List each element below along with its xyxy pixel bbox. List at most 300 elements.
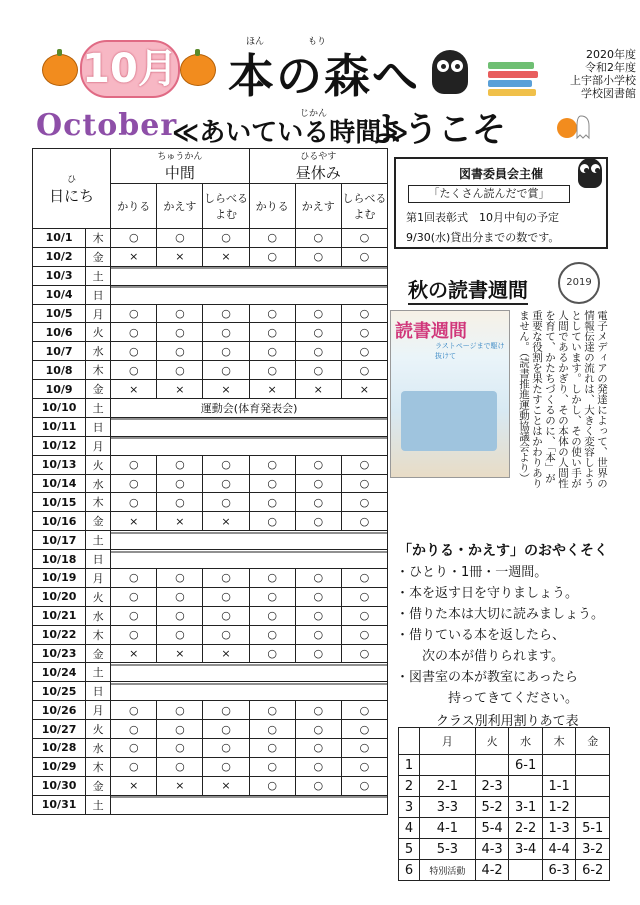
class-table-body bbox=[399, 755, 610, 881]
poster-illustration bbox=[401, 391, 497, 451]
schedule-row bbox=[33, 399, 388, 418]
poster-title: 読書週間 bbox=[395, 321, 467, 342]
schedule-row bbox=[33, 247, 388, 266]
availability-cell: × bbox=[203, 776, 249, 795]
availability-cell: ○ bbox=[111, 229, 157, 248]
schedule-row bbox=[33, 550, 388, 569]
class-header-mon: 月 bbox=[420, 728, 476, 755]
availability-cell: ○ bbox=[157, 701, 203, 720]
schedule-body bbox=[33, 229, 388, 815]
class-cell bbox=[475, 755, 509, 776]
ghost-icon bbox=[555, 110, 595, 140]
availability-cell: ○ bbox=[157, 455, 203, 474]
class-cell: 5-4 bbox=[475, 818, 509, 839]
closed-cell bbox=[111, 266, 388, 285]
school-year-japanese: 令和2年度 bbox=[585, 61, 636, 74]
availability-cell: ○ bbox=[341, 323, 387, 342]
schedule-row bbox=[33, 720, 388, 739]
availability-cell: ○ bbox=[295, 342, 341, 361]
availability-cell: ○ bbox=[295, 587, 341, 606]
availability-cell: ○ bbox=[295, 323, 341, 342]
row-date: 10/19 bbox=[33, 569, 86, 588]
row-date: 10/21 bbox=[33, 606, 86, 625]
availability-cell: ○ bbox=[249, 739, 295, 758]
page-title: 本の森へ bbox=[228, 49, 420, 103]
class-cell: 4-2 bbox=[475, 860, 509, 881]
schedule-row bbox=[33, 304, 388, 323]
row-date: 10/1 bbox=[33, 229, 86, 248]
reading-week-emblem: 2019 bbox=[558, 262, 600, 304]
row-weekday: 水 bbox=[86, 474, 111, 493]
class-row bbox=[399, 839, 610, 860]
availability-cell: ○ bbox=[111, 304, 157, 323]
availability-cell: ○ bbox=[295, 757, 341, 776]
col-borrow: かりる bbox=[249, 184, 295, 229]
class-cell: 3-3 bbox=[420, 797, 476, 818]
row-date: 10/28 bbox=[33, 739, 86, 758]
availability-cell: ○ bbox=[341, 361, 387, 380]
row-date: 10/14 bbox=[33, 474, 86, 493]
group-chukan bbox=[111, 149, 249, 184]
class-cell: 3 bbox=[399, 797, 420, 818]
availability-cell: ○ bbox=[295, 361, 341, 380]
row-date: 10/16 bbox=[33, 512, 86, 531]
count-note: 9/30(水)貸出分までの数です。 bbox=[406, 231, 560, 244]
availability-cell: ○ bbox=[157, 229, 203, 248]
schedule-row bbox=[33, 474, 388, 493]
row-weekday: 火 bbox=[86, 720, 111, 739]
row-date: 10/6 bbox=[33, 323, 86, 342]
row-date: 10/24 bbox=[33, 663, 86, 682]
owl-icon bbox=[432, 50, 468, 94]
schedule-row bbox=[33, 229, 388, 248]
class-header-tue: 火 bbox=[475, 728, 509, 755]
availability-cell: ○ bbox=[249, 229, 295, 248]
closed-cell bbox=[111, 417, 388, 436]
availability-cell: ○ bbox=[203, 455, 249, 474]
availability-cell: ○ bbox=[111, 323, 157, 342]
committee-box bbox=[394, 157, 608, 249]
row-date: 10/23 bbox=[33, 644, 86, 663]
ceremony-schedule: 第1回表彰式 10月中旬の予定 bbox=[406, 211, 559, 224]
row-weekday: 日 bbox=[86, 417, 111, 436]
group-hiruyasumi bbox=[249, 149, 387, 184]
availability-cell: ○ bbox=[203, 757, 249, 776]
class-cell bbox=[576, 755, 610, 776]
availability-cell: × bbox=[203, 380, 249, 399]
books-icon bbox=[488, 62, 540, 98]
availability-cell: ○ bbox=[341, 512, 387, 531]
class-header-wed: 水 bbox=[509, 728, 543, 755]
class-cell: 2-1 bbox=[420, 776, 476, 797]
group-hiruyasumi-ruby: ひるやす bbox=[300, 152, 337, 162]
library-name: 学校図書館 bbox=[581, 87, 636, 100]
schedule-row bbox=[33, 493, 388, 512]
closed-cell bbox=[111, 436, 388, 455]
rules-list bbox=[396, 562, 604, 709]
reading-week-poster bbox=[390, 310, 510, 478]
availability-cell: ○ bbox=[295, 493, 341, 512]
availability-cell: ○ bbox=[203, 474, 249, 493]
row-date: 10/2 bbox=[33, 247, 86, 266]
class-row bbox=[399, 776, 610, 797]
owl-icon bbox=[578, 158, 602, 188]
availability-cell: ○ bbox=[341, 739, 387, 758]
schedule-row bbox=[33, 739, 388, 758]
availability-cell: ○ bbox=[249, 606, 295, 625]
availability-cell: ○ bbox=[111, 625, 157, 644]
rule-item: ・借りた本は大切に読みましょう。 bbox=[396, 607, 605, 622]
rule-item: ・借りている本を返したら、 bbox=[396, 628, 566, 643]
availability-cell: ○ bbox=[341, 776, 387, 795]
availability-cell: × bbox=[341, 380, 387, 399]
schedule-row bbox=[33, 531, 388, 550]
class-header-corner bbox=[399, 728, 420, 755]
availability-cell: ○ bbox=[203, 625, 249, 644]
class-cell: 2-2 bbox=[509, 818, 543, 839]
row-weekday: 木 bbox=[86, 229, 111, 248]
row-weekday: 金 bbox=[86, 512, 111, 531]
col-return: かえす bbox=[157, 184, 203, 229]
availability-cell: ○ bbox=[111, 342, 157, 361]
row-weekday: 土 bbox=[86, 266, 111, 285]
schedule-row bbox=[33, 455, 388, 474]
row-date: 10/22 bbox=[33, 625, 86, 644]
availability-cell: × bbox=[111, 776, 157, 795]
closed-cell bbox=[111, 531, 388, 550]
row-weekday: 木 bbox=[86, 625, 111, 644]
availability-cell: ○ bbox=[295, 229, 341, 248]
availability-cell: ○ bbox=[157, 323, 203, 342]
schedule-row bbox=[33, 569, 388, 588]
availability-cell: ○ bbox=[249, 644, 295, 663]
availability-cell: ○ bbox=[157, 493, 203, 512]
row-weekday: 日 bbox=[86, 285, 111, 304]
class-cell: 6-3 bbox=[542, 860, 576, 881]
row-date: 10/17 bbox=[33, 531, 86, 550]
availability-cell: ○ bbox=[249, 720, 295, 739]
col-return: かえす bbox=[295, 184, 341, 229]
availability-cell: ○ bbox=[341, 625, 387, 644]
class-cell: 1 bbox=[399, 755, 420, 776]
availability-cell: ○ bbox=[249, 701, 295, 720]
row-date: 10/31 bbox=[33, 795, 86, 814]
class-cell bbox=[509, 860, 543, 881]
schedule-row bbox=[33, 682, 388, 701]
month-badge: 10月 bbox=[80, 40, 180, 98]
availability-cell: ○ bbox=[249, 757, 295, 776]
class-cell: 4-1 bbox=[420, 818, 476, 839]
row-weekday: 月 bbox=[86, 701, 111, 720]
col-research-read bbox=[203, 184, 249, 229]
class-cell bbox=[420, 755, 476, 776]
availability-cell: ○ bbox=[295, 701, 341, 720]
availability-cell: ○ bbox=[203, 569, 249, 588]
class-row bbox=[399, 818, 610, 839]
availability-cell: ○ bbox=[111, 701, 157, 720]
class-header-thu: 木 bbox=[542, 728, 576, 755]
availability-cell: ○ bbox=[203, 323, 249, 342]
availability-cell: ○ bbox=[111, 757, 157, 776]
pumpkin-icon bbox=[180, 54, 216, 86]
schedule-row bbox=[33, 587, 388, 606]
row-weekday: 火 bbox=[86, 455, 111, 474]
school-year-western: 2020年度 bbox=[586, 48, 636, 61]
class-cell bbox=[509, 776, 543, 797]
availability-cell: ○ bbox=[111, 720, 157, 739]
class-cell: 4-4 bbox=[542, 839, 576, 860]
row-weekday: 火 bbox=[86, 587, 111, 606]
row-date: 10/26 bbox=[33, 701, 86, 720]
closed-cell bbox=[111, 795, 388, 814]
title-ruby-mori: もり bbox=[308, 37, 327, 47]
availability-cell: ○ bbox=[341, 493, 387, 512]
availability-cell: ○ bbox=[295, 776, 341, 795]
row-date: 10/13 bbox=[33, 455, 86, 474]
event-cell: 運動会(体育発表会) bbox=[111, 399, 388, 418]
schedule-row bbox=[33, 380, 388, 399]
availability-cell: ○ bbox=[295, 304, 341, 323]
availability-cell: ○ bbox=[249, 512, 295, 531]
availability-cell: × bbox=[203, 512, 249, 531]
availability-cell: ○ bbox=[157, 606, 203, 625]
availability-cell: ○ bbox=[203, 739, 249, 758]
row-weekday: 水 bbox=[86, 606, 111, 625]
class-row bbox=[399, 860, 610, 881]
class-cell bbox=[542, 755, 576, 776]
row-weekday: 金 bbox=[86, 644, 111, 663]
schedule-row bbox=[33, 757, 388, 776]
class-header-fri: 金 bbox=[576, 728, 610, 755]
row-weekday: 月 bbox=[86, 436, 111, 455]
availability-cell: ○ bbox=[111, 474, 157, 493]
row-weekday: 水 bbox=[86, 342, 111, 361]
class-cell: 5-3 bbox=[420, 839, 476, 860]
class-cell: 6-2 bbox=[576, 860, 610, 881]
availability-cell: ○ bbox=[295, 455, 341, 474]
row-weekday: 水 bbox=[86, 739, 111, 758]
availability-cell: × bbox=[249, 380, 295, 399]
class-cell: 5 bbox=[399, 839, 420, 860]
availability-cell: ○ bbox=[157, 304, 203, 323]
reading-week-title: 秋の読書週間 bbox=[408, 274, 528, 305]
class-cell: 1-1 bbox=[542, 776, 576, 797]
schedule-row bbox=[33, 795, 388, 814]
school-name: 上宇部小学校 bbox=[570, 74, 636, 87]
rule-item: ・ひとり・1冊・一週間。 bbox=[396, 565, 548, 580]
rules-title: 「かりる・かえす」のおやくそく bbox=[398, 543, 608, 559]
row-date: 10/5 bbox=[33, 304, 86, 323]
availability-cell: ○ bbox=[157, 587, 203, 606]
class-cell: 5-1 bbox=[576, 818, 610, 839]
col-borrow: かりる bbox=[111, 184, 157, 229]
row-date: 10/9 bbox=[33, 380, 86, 399]
class-cell: 5-2 bbox=[475, 797, 509, 818]
availability-cell: ○ bbox=[249, 776, 295, 795]
group-chukan-label: 中間 bbox=[164, 164, 195, 182]
availability-cell: ○ bbox=[295, 606, 341, 625]
row-weekday: 金 bbox=[86, 247, 111, 266]
availability-cell: × bbox=[157, 247, 203, 266]
availability-cell: ○ bbox=[111, 493, 157, 512]
availability-cell: × bbox=[111, 247, 157, 266]
row-date: 10/29 bbox=[33, 757, 86, 776]
committee-host: 図書委員会主催 bbox=[458, 167, 543, 181]
date-header-label: 日にち bbox=[49, 186, 95, 205]
availability-cell: ○ bbox=[157, 757, 203, 776]
availability-cell: ○ bbox=[249, 342, 295, 361]
welcome-text: ようこそ bbox=[370, 110, 506, 150]
availability-cell: × bbox=[157, 776, 203, 795]
availability-cell: ○ bbox=[295, 739, 341, 758]
row-weekday: 火 bbox=[86, 323, 111, 342]
row-date: 10/8 bbox=[33, 361, 86, 380]
schedule-row bbox=[33, 606, 388, 625]
schedule-row bbox=[33, 512, 388, 531]
date-header-ruby: ひ bbox=[67, 174, 77, 185]
reading-week-text: 電子メディアの発達によって、世界の情報伝達の流れは、大きく変容しようとしています。しかし、その使い手が人間であるかぎり、その本体の人間性を育て、かたちづくるのに、「本」が重要な役割を果たすことはかわりありません。（読書推進運動協議会より） bbox=[518, 310, 608, 489]
availability-cell: ○ bbox=[203, 361, 249, 380]
availability-cell: × bbox=[157, 644, 203, 663]
availability-cell: ○ bbox=[157, 569, 203, 588]
col-read: よむ bbox=[353, 208, 376, 221]
availability-cell: ○ bbox=[203, 493, 249, 512]
row-weekday: 土 bbox=[86, 399, 111, 418]
availability-cell: ○ bbox=[341, 229, 387, 248]
availability-cell: ○ bbox=[249, 625, 295, 644]
availability-cell: ○ bbox=[111, 606, 157, 625]
group-hiruyasumi-label: 昼休み bbox=[295, 164, 341, 182]
availability-cell: ○ bbox=[157, 361, 203, 380]
poster-subtitle: ラストページまで駆け抜けて bbox=[435, 342, 505, 360]
row-date: 10/12 bbox=[33, 436, 86, 455]
subtitle: ≪あいている時間≫ bbox=[172, 118, 409, 148]
availability-cell: ○ bbox=[295, 512, 341, 531]
class-cell: 2-3 bbox=[475, 776, 509, 797]
availability-cell: ○ bbox=[341, 606, 387, 625]
availability-cell: ○ bbox=[249, 587, 295, 606]
availability-cell: × bbox=[157, 380, 203, 399]
availability-cell: ○ bbox=[341, 720, 387, 739]
class-cell bbox=[576, 797, 610, 818]
row-date: 10/30 bbox=[33, 776, 86, 795]
class-row bbox=[399, 797, 610, 818]
class-cell: 2 bbox=[399, 776, 420, 797]
availability-cell: ○ bbox=[203, 701, 249, 720]
availability-cell: ○ bbox=[157, 739, 203, 758]
class-cell: 3-2 bbox=[576, 839, 610, 860]
row-weekday: 木 bbox=[86, 757, 111, 776]
availability-cell: ○ bbox=[249, 304, 295, 323]
availability-cell: ○ bbox=[341, 342, 387, 361]
rule-item: ・図書室の本が教室にあったら bbox=[396, 670, 578, 685]
availability-cell: ○ bbox=[295, 569, 341, 588]
row-weekday: 木 bbox=[86, 361, 111, 380]
availability-cell: ○ bbox=[249, 569, 295, 588]
availability-cell: ○ bbox=[249, 455, 295, 474]
availability-cell: ○ bbox=[157, 720, 203, 739]
schedule-row bbox=[33, 323, 388, 342]
availability-cell: ○ bbox=[295, 625, 341, 644]
availability-cell: ○ bbox=[295, 247, 341, 266]
closed-cell bbox=[111, 550, 388, 569]
availability-cell: ○ bbox=[341, 701, 387, 720]
col-research: しらべる bbox=[204, 192, 249, 205]
row-date: 10/10 bbox=[33, 399, 86, 418]
row-weekday: 金 bbox=[86, 380, 111, 399]
availability-cell: ○ bbox=[111, 739, 157, 758]
schedule-table bbox=[32, 148, 388, 815]
date-header bbox=[33, 149, 111, 229]
closed-cell bbox=[111, 682, 388, 701]
schedule-row bbox=[33, 361, 388, 380]
schedule-row bbox=[33, 625, 388, 644]
availability-cell: ○ bbox=[341, 304, 387, 323]
availability-cell: ○ bbox=[203, 606, 249, 625]
schedule-row bbox=[33, 266, 388, 285]
availability-cell: ○ bbox=[157, 474, 203, 493]
availability-cell: ○ bbox=[203, 342, 249, 361]
subtitle-ruby: じかん bbox=[300, 109, 328, 119]
closed-cell bbox=[111, 285, 388, 304]
class-cell: 3-4 bbox=[509, 839, 543, 860]
row-weekday: 木 bbox=[86, 493, 111, 512]
availability-cell: ○ bbox=[111, 587, 157, 606]
availability-cell: ○ bbox=[341, 569, 387, 588]
class-row bbox=[399, 755, 610, 776]
availability-cell: × bbox=[157, 512, 203, 531]
col-research: しらべる bbox=[342, 192, 387, 205]
closed-cell bbox=[111, 663, 388, 682]
october-label: October bbox=[36, 108, 178, 143]
class-cell: 特別活動 bbox=[420, 860, 476, 881]
rule-item: 持ってきてください。 bbox=[396, 691, 579, 706]
availability-cell: ○ bbox=[157, 625, 203, 644]
availability-cell: ○ bbox=[203, 720, 249, 739]
school-info bbox=[548, 48, 636, 100]
row-weekday: 月 bbox=[86, 569, 111, 588]
row-weekday: 土 bbox=[86, 795, 111, 814]
availability-cell: ○ bbox=[341, 455, 387, 474]
schedule-row bbox=[33, 342, 388, 361]
row-weekday: 土 bbox=[86, 663, 111, 682]
rule-item: ・本を返す日を守りましょう。 bbox=[396, 586, 579, 601]
class-cell: 3-1 bbox=[509, 797, 543, 818]
availability-cell: × bbox=[111, 512, 157, 531]
col-research-read bbox=[341, 184, 387, 229]
availability-cell: ○ bbox=[111, 569, 157, 588]
row-weekday: 日 bbox=[86, 682, 111, 701]
class-cell: 6 bbox=[399, 860, 420, 881]
availability-cell: ○ bbox=[249, 323, 295, 342]
availability-cell: ○ bbox=[203, 587, 249, 606]
row-date: 10/20 bbox=[33, 587, 86, 606]
availability-cell: × bbox=[111, 644, 157, 663]
col-read: よむ bbox=[215, 208, 238, 221]
availability-cell: ○ bbox=[295, 474, 341, 493]
row-weekday: 日 bbox=[86, 550, 111, 569]
row-weekday: 金 bbox=[86, 776, 111, 795]
title-ruby-hon: ほん bbox=[246, 37, 265, 47]
availability-cell: ○ bbox=[203, 229, 249, 248]
group-chukan-ruby: ちゅうかん bbox=[157, 152, 203, 162]
class-table bbox=[398, 727, 610, 881]
availability-cell: ○ bbox=[249, 361, 295, 380]
availability-cell: × bbox=[203, 247, 249, 266]
row-date: 10/11 bbox=[33, 417, 86, 436]
class-table-title: クラス別利用割りあて表 bbox=[436, 714, 579, 729]
award-name: 「たくさん読んだで賞」 bbox=[408, 185, 570, 203]
